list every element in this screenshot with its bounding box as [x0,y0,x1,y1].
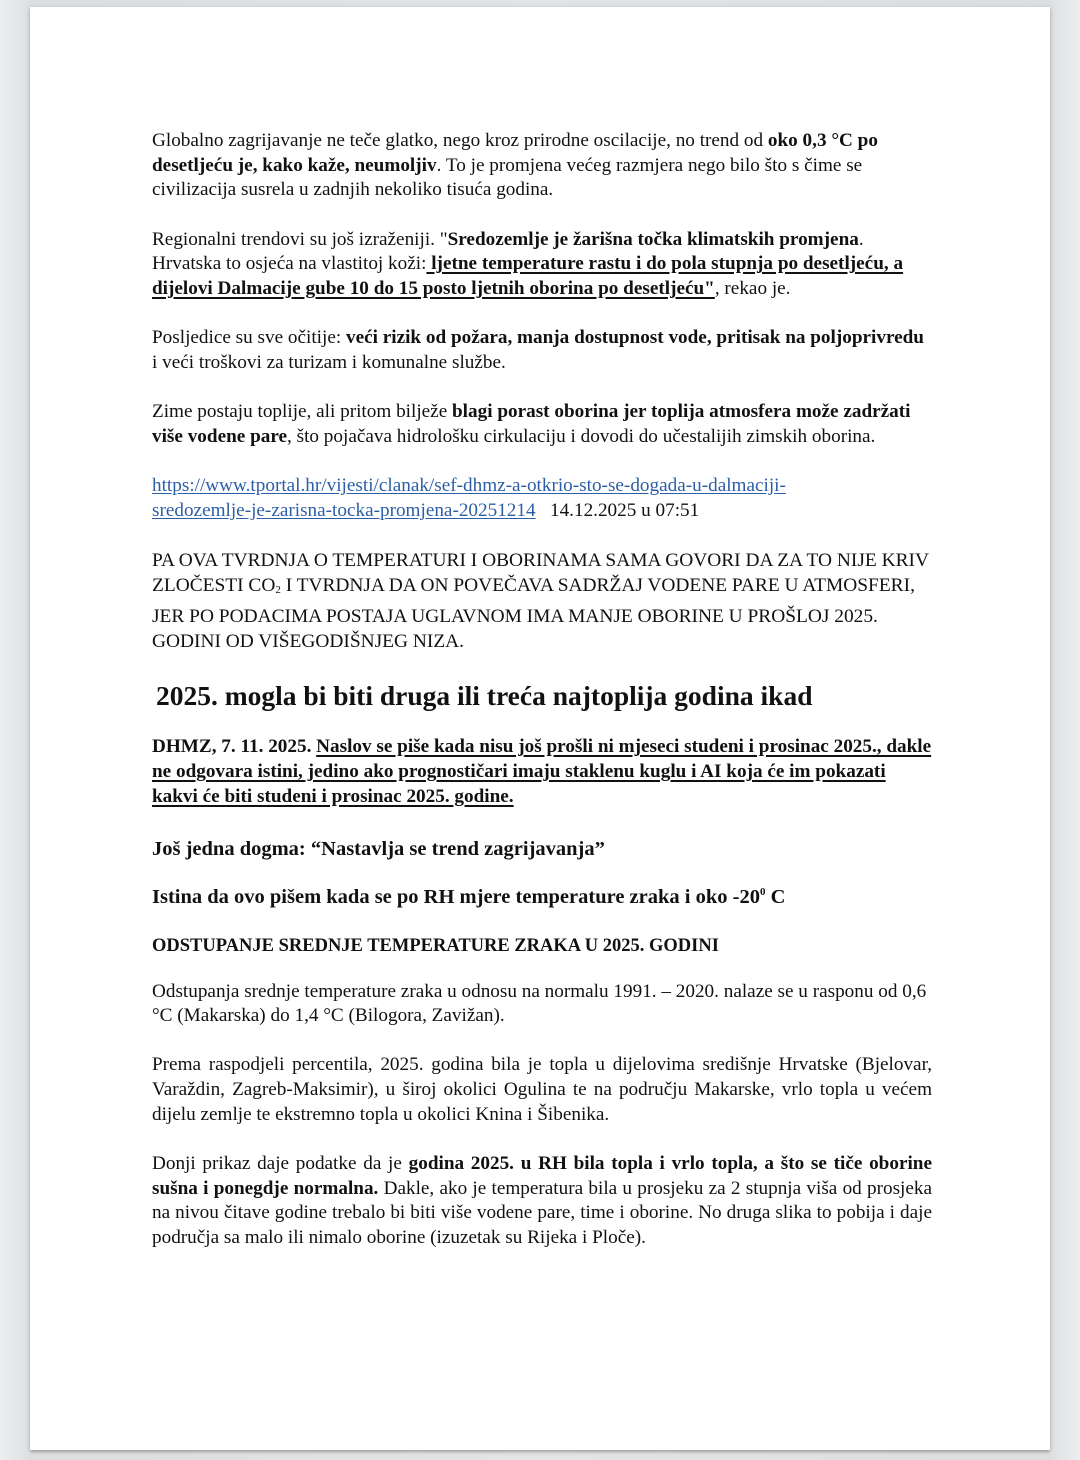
dogma-heading: Još jedna dogma: “Nastavlja se trend zagrijavanja” [152,837,605,860]
bold-text: DHMZ, 7. 11. 2025. [152,736,317,758]
paragraph-conclusion [152,1152,932,1251]
bold-text: oko 0,3 °C po desetljeću je, kako kaže, neumoljiv [152,130,878,176]
text: I TVRDNJA DA ON POVEČAVA SADRŽAJ VODENE PARE U ATMOSFERI, JER PO PODACIMA POSTAJA UGLAVNOM IMA MANJE OBORINE U PROŠLOJ 2025. GODINI OD VIŠEGODIŠNJEG NIZA. [152,575,915,653]
text: . To je promjena većeg razmjera nego bilo što s čime se civilizacija susrela u zadnjih nekoliko tisuća godina. [152,154,863,201]
text: Dakle, ako je temperatura bila u prosjeku za 2 stupnja viša od prosjeka na nivou čitave godine trebalo bi biti više vodene pare, time i oborine. No druga slika to pobija i daje područja sa malo ili nimalo oborine (izuzetak su Rijeka i Ploče). [152,1177,933,1249]
section-title: ODSTUPANJE SREDNJE TEMPERATURE ZRAKA U 2025. GODINI [152,935,719,956]
article-heading: 2025. mogla bi biti druga ili treća najtoplija godina ikad [156,680,813,712]
paragraph-global-warming [152,129,932,203]
source-timestamp: 14.12.2025 u 07:51 [549,499,700,521]
paragraph-caps-commentary [152,548,932,655]
document-body [152,129,932,1275]
text: . Hrvatska to osjeća na vlastitoj koži: [152,228,864,275]
bold-text: veći rizik od požara, manja dostupnost vode, pritisak na poljoprivredu [345,327,924,349]
text: , što pojačava hidrološku cirkulaciju i dovodi do učestalijih zimskih oborina. [287,425,876,447]
bold-text: Sredozemlje je žarišna točka klimatskih promjena [447,228,859,250]
text: Globalno zagrijavanje ne teče glatko, nego kroz prirodne oscilacije, no trend od [152,130,768,151]
text: i veći troškovi za turizam i komunalne službe. [152,351,506,373]
text: Istina da ovo pišem kada se po RH mjere temperature zraka i oko -20 [152,885,760,908]
source-citation [152,474,932,523]
link-text-line2: sredozemlje-je-zarisna-tocka-promjena-20251214 [152,499,536,521]
bold-text: godina 2025. u RH bila topla i vrlo topla, a što se tiče oborine sušna i ponegdje normalna. [152,1153,932,1199]
underlined-bold-text: Naslov se piše kada nisu još prošli ni mjeseci studeni i prosinac 2025., dakle ne odgovara istini, jedino ako prognostičari imaju staklenu kuglu i AI koja će im pokazati kakvi će biti studeni i prosinac 2025. godine. [152,736,932,807]
text: Posljedice su sve očitije: [152,327,346,349]
document-page [30,7,1050,1450]
paragraph-regional-trends [152,228,932,302]
subscript: 2 [275,584,281,597]
text: PA OVA TVRDNJA O TEMPERATURI I OBORINAMA SAMA GOVORI DA ZA TO NIJE KRIV ZLOČESTI CO [152,549,929,597]
paragraph-dhmz-note [152,735,932,809]
text: Donji prikaz daje podatke da je [152,1153,409,1175]
paragraph-consequences [152,326,932,375]
text: , rekao je. [714,278,791,300]
text: Zime postaju toplije, ali pritom bilježe [152,401,453,423]
paragraph-deviation: Odstupanja srednje temperature zraka u odnosu na normalu 1991. – 2020. nalaze se u rasponu od 0,6 °C (Makarska) do 1,4 °C (Bilogora, Zavižan). [152,980,927,1027]
link-text-line1: https://www.tportal.hr/vijesti/clanak/sef-dhmz-a-otkrio-sto-se-dogada-u-dalmaciji- [152,475,786,497]
text: Regionalni trendovi su još izraženiji. " [152,228,448,250]
underlined-bold-text: ljetne temperature rastu i do pola stupnja po desetljeću, a dijelovi Dalmacije gube 10 do 15 posto ljetnih oborina po desetljeću" [152,253,904,300]
bold-text: blagi porast oborina jer toplija atmosfera može zadržati više vodene pare [152,401,911,447]
superscript: 0 [759,885,766,898]
paragraph-percentiles: Prema raspodjeli percentila, 2025. godina bila je topla u dijelovima središnje Hrvatske (Bjelovar, Varaždin, Zagreb-Maksimir), u široj okolici Ogulina te na području Makarske, vrlo topla u većem dijelu zemlje te ekstremno topla u okolici Knina i Šibenika. [152,1054,932,1125]
text: C [765,885,786,908]
paragraph-winters [152,400,932,449]
truth-heading [152,884,932,910]
